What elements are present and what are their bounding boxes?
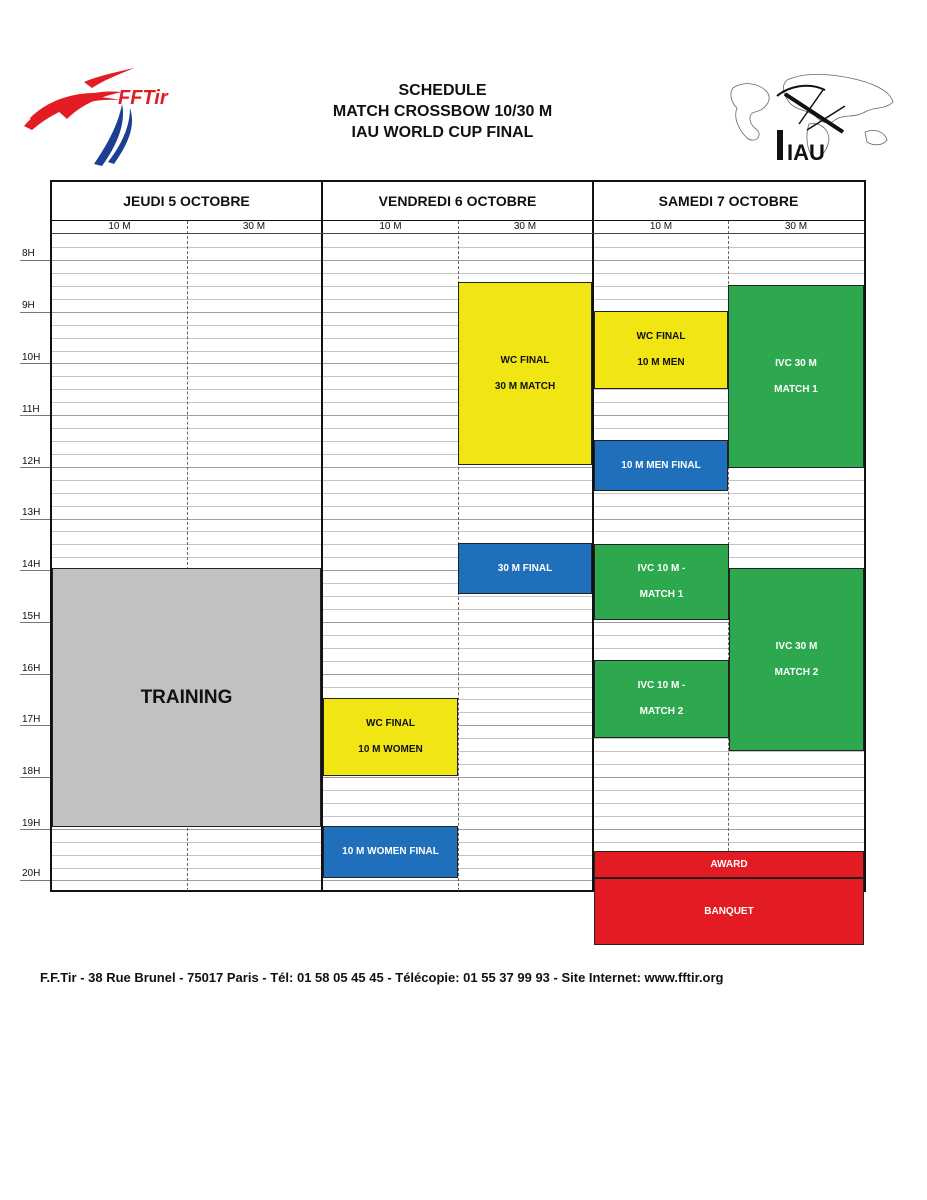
event-line: WC FINAL	[636, 331, 686, 342]
fftir-logo-text: FFTir	[118, 87, 168, 109]
subheader-vendredi-30m: 30 M	[513, 221, 537, 232]
hour-label-11h: 11H	[22, 404, 40, 415]
iau-logo-text: IAU	[787, 140, 825, 165]
event-line: MATCH 2	[639, 706, 684, 717]
event-10m-men-final[interactable]	[594, 440, 728, 491]
event-line: 10 M WOMEN	[358, 744, 423, 755]
day-header-jeudi: JEUDI 5 OCTOBRE	[53, 183, 320, 219]
event-ivc-10m-match-2[interactable]	[594, 660, 729, 738]
event-award[interactable]	[594, 851, 864, 878]
event-line: IVC 10 M -	[637, 680, 686, 691]
hour-tick	[20, 880, 52, 881]
event-line: WC FINAL	[500, 354, 550, 366]
hour-label-16h: 16H	[22, 663, 41, 674]
event-ivc-30m-match-1[interactable]	[728, 285, 864, 468]
event-ivc-10m-match-1[interactable]	[594, 544, 729, 620]
hour-label-14h: 14H	[22, 559, 41, 570]
hour-label-19h: 19H	[22, 818, 41, 829]
event-line: 30 M FINAL	[497, 562, 553, 574]
event-line: AWARD	[710, 858, 748, 870]
hour-tick	[20, 622, 52, 623]
hour-label-10h: 10H	[22, 352, 41, 363]
hour-label-17h: 17H	[22, 714, 41, 725]
hour-tick	[20, 363, 52, 364]
hour-label-13h: 13H	[22, 507, 41, 518]
title-line-1: SCHEDULE	[398, 82, 487, 99]
event-ivc-30m-match-2[interactable]	[729, 568, 864, 751]
event-line: IVC 30 M	[775, 640, 818, 652]
title-line-3: IAU WORLD CUP FINAL	[351, 124, 534, 141]
day-header-samedi: SAMEDI 7 OCTOBRE	[595, 183, 862, 219]
event-line: MATCH 1	[639, 589, 684, 600]
event-banquet[interactable]	[594, 878, 864, 945]
event-training-label: TRAINING	[140, 686, 233, 708]
event-30m-final[interactable]	[458, 543, 592, 594]
event-line: WC FINAL	[366, 718, 415, 729]
hour-tick	[20, 312, 52, 313]
event-training[interactable]	[52, 568, 321, 827]
day-separator	[321, 180, 323, 892]
day-separator	[592, 180, 594, 892]
hour-tick	[20, 415, 52, 416]
subheader-jeudi-30m: 30 M	[242, 221, 266, 232]
subheader-samedi-10m: 10 M	[649, 221, 673, 232]
event-line: 10 M MEN FINAL	[621, 459, 701, 471]
hour-label-20h: 20H	[22, 868, 41, 879]
event-line: 10 M WOMEN FINAL	[342, 846, 439, 857]
subheader-jeudi-10m: 10 M	[108, 221, 131, 232]
hour-label-12h: 12H	[22, 456, 41, 467]
event-wc-final-10m-men[interactable]	[594, 311, 728, 389]
subheader-vendredi-10m: 10 M	[379, 221, 402, 232]
subheader-samedi-30m: 30 M	[784, 221, 808, 232]
hour-tick	[20, 725, 52, 726]
event-line: 10 M MEN	[637, 357, 685, 368]
event-line: IVC 10 M -	[637, 563, 686, 574]
hour-tick	[20, 519, 52, 520]
event-line: 30 M MATCH	[494, 380, 556, 392]
subheader-divider	[52, 233, 864, 234]
event-line: MATCH 1	[774, 383, 818, 395]
title-line-2: MATCH CROSSBOW 10/30 M	[332, 103, 553, 120]
footer-contact: F.F.Tir - 38 Rue Brunel - 75017 Paris - Tél: 01 58 05 45 45 - Télécopie: 01 55 37 99 93 - Site Internet: www.fftir.org	[40, 970, 724, 985]
hour-tick	[20, 570, 52, 571]
event-wc-final-10m-women[interactable]	[323, 698, 458, 776]
event-line: BANQUET	[704, 905, 754, 917]
hour-tick	[20, 260, 52, 261]
event-wc-final-30m-match[interactable]	[458, 282, 592, 465]
hour-label-15h: 15H	[22, 611, 41, 622]
event-10m-women-final[interactable]	[323, 826, 458, 878]
hour-label-8h: 8H	[22, 248, 35, 259]
event-line: IVC 30 M	[775, 357, 817, 369]
hour-label-9h: 9H	[22, 300, 35, 311]
hour-label-18h: 18H	[22, 766, 41, 777]
day-header-vendredi: VENDREDI 6 OCTOBRE	[324, 183, 591, 219]
event-line: MATCH 2	[774, 666, 819, 678]
hour-tick	[20, 777, 52, 778]
